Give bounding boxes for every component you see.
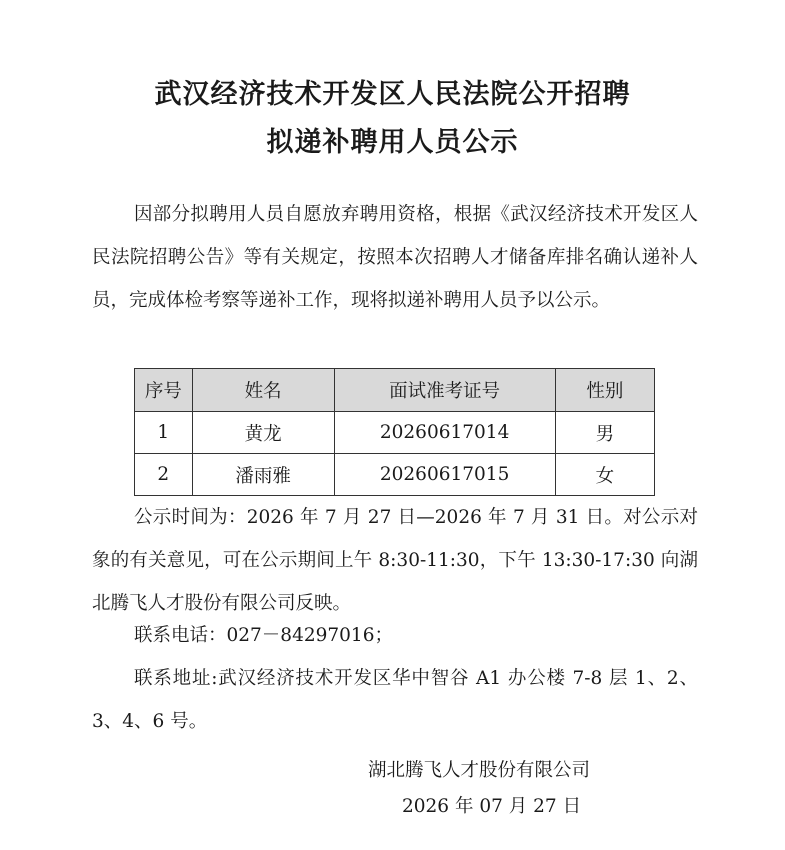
- cell-seq: 2: [135, 454, 193, 496]
- header-name: 姓名: [192, 369, 334, 412]
- contact-address: 联系地址:武汉经济技术开发区华中智谷 A1 办公楼 7-8 层 1、2、3、4、6 号。: [92, 668, 698, 732]
- candidate-table: [134, 368, 655, 496]
- cell-name: 潘雨雅: [192, 454, 334, 496]
- table-row: [135, 412, 655, 454]
- publicity-period-paragraph: 公示时间为：2026 年 7 月 27 日—2026 年 7 月 31 日。对公示对象的有关意见，可在公示期间上午 8:30-11:30，下午 13:30-17:30 向湖北腾飞人才股份有限公司反映。: [92, 507, 698, 614]
- intro-paragraph: 因部分拟聘用人员自愿放弃聘用资格，根据《武汉经济技术开发区人民法院招聘公告》等有关规定，按照本次招聘人才储备库排名确认递补人员，完成体检考察等递补工作，现将拟递补聘用人员予以公示。: [92, 204, 698, 311]
- notice-title-line-1: 武汉经济技术开发区人民法院公开招聘: [154, 79, 631, 110]
- cell-exam-id: 20260617014: [334, 412, 555, 454]
- header-seq: 序号: [135, 369, 193, 412]
- cell-name: 黄龙: [192, 412, 334, 454]
- table-row: [135, 454, 655, 496]
- signature-organization: 湖北腾飞人才股份有限公司: [368, 760, 591, 781]
- table-header-row: [135, 369, 655, 412]
- notice-title-line-2: 拟递补聘用人员公示: [266, 127, 519, 158]
- cell-gender: 男: [555, 412, 654, 454]
- cell-seq: 1: [135, 412, 193, 454]
- header-exam-id: 面试准考证号: [334, 369, 555, 412]
- cell-gender: 女: [555, 454, 654, 496]
- header-gender: 性别: [555, 369, 654, 412]
- cell-exam-id: 20260617015: [334, 454, 555, 496]
- contact-phone: 联系电话：027－84297016；: [134, 625, 393, 646]
- signature-date: 2026 年 07 月 27 日: [402, 796, 582, 817]
